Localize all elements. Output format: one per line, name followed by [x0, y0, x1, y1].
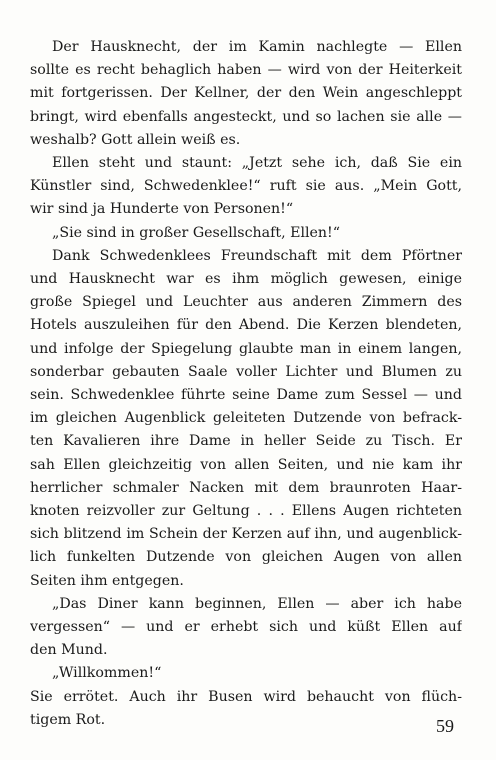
text-line: sich blitzend im Schein der Kerzen auf ihn, und augenblick- [30, 526, 462, 543]
text-line: Seiten ihm entgegen. [30, 572, 184, 589]
text-line: sollte es recht behaglich haben — wird von der Heiterkeit [30, 62, 462, 79]
text-line: „Sie sind in großer Gesellschaft, Ellen!“ [52, 224, 341, 241]
text-line: lich funkelten Dutzende von gleichen Augen von allen [30, 549, 462, 566]
text-line: „Das Diner kann beginnen, Ellen — aber ich habe [52, 595, 462, 612]
text-line: bringt, wird ebenfalls angesteckt, und so lachen sie alle — [30, 108, 462, 125]
text-line: weshalb? Gott allein weiß es. [30, 131, 241, 148]
text-line: Ellen steht und staunt: „Jetzt sehe ich, daß Sie ein [52, 155, 462, 172]
text-line: und Hausknecht war es ihm möglich gewesen, einige [30, 271, 462, 288]
text-line: Hotels auszuleihen für den Abend. Die Kerzen blendeten, [30, 317, 462, 334]
text-line: Sie errötet. Auch ihr Busen wird behaucht von flüch- [30, 688, 462, 705]
text-line: „Willkommen!“ [52, 665, 162, 682]
text-line: Dank Schwedenklees Freundschaft mit dem Pförtner [52, 247, 462, 264]
text-line: große Spiegel und Leuchter aus anderen Zimmern des [30, 294, 462, 311]
text-line: Künstler sind, Schwedenklee!“ ruft sie aus. „Mein Gott, [30, 178, 462, 195]
page-number: 59 [436, 716, 454, 736]
text-line: sah Ellen gleichzeitig von allen Seiten, und nie kam ihr [30, 456, 462, 473]
text-line: den Mund. [30, 642, 108, 659]
text-line: sein. Schwedenklee führte seine Dame zum Sessel — und [30, 387, 462, 404]
text-line: mit fortgerissen. Der Kellner, der den Wein angeschleppt [30, 85, 462, 102]
text-line: ten Kavalieren ihre Dame in heller Seide zu Tisch. Er [30, 433, 462, 450]
text-line: tigem Rot. [30, 711, 106, 728]
text-line: im gleichen Augenblick geleiteten Dutzende von befrack- [30, 410, 462, 427]
text-line: herrlicher schmaler Nacken mit dem braunroten Haar- [30, 479, 462, 496]
text-line: sonderbar gebauten Saale voller Lichter und Blumen zu [30, 363, 462, 380]
text-line: knoten reizvoller zur Geltung . . . Ellens Augen richteten [30, 503, 462, 520]
text-line: Der Hausknecht, der im Kamin nachlegte — Ellen [52, 39, 462, 55]
text-line: vergessen“ — und er erhebt sich und küßt Ellen auf [30, 619, 462, 636]
text-line: und infolge der Spiegelung glaubte man in einem langen, [30, 340, 462, 357]
body-text [30, 36, 462, 732]
text-line: wir sind ja Hunderte von Personen!“ [30, 201, 294, 218]
